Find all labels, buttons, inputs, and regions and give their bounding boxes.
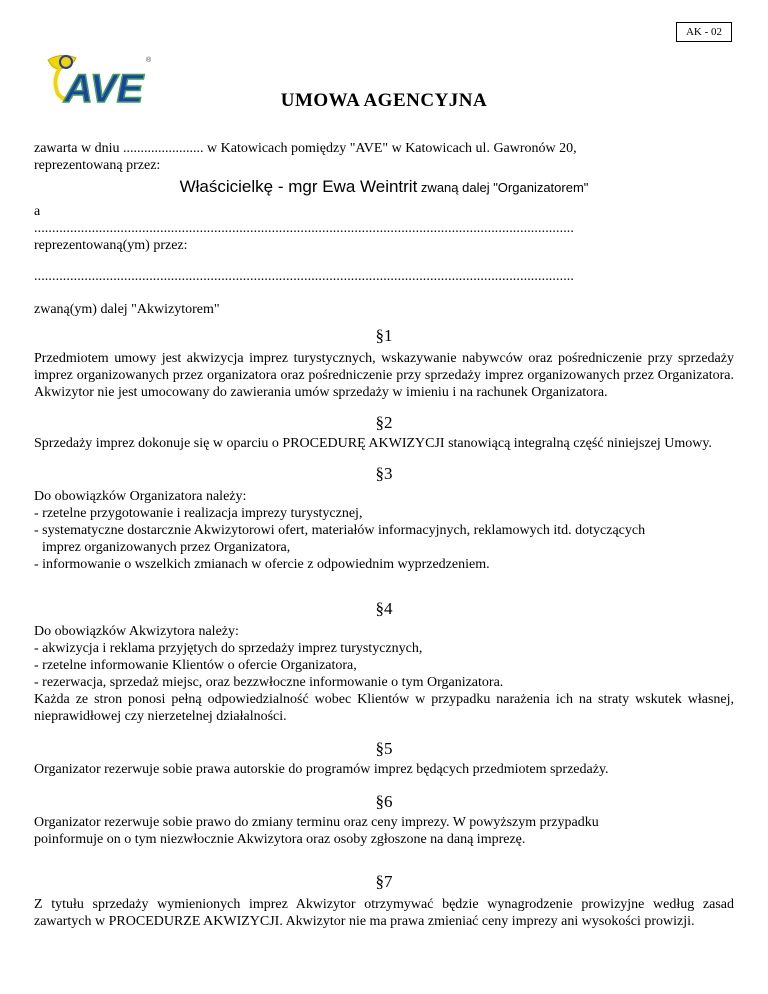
owner-role: zwaną dalej "Organizatorem": [417, 180, 589, 195]
section-3-item: - systematyczne dostarcznie Akwizytorowi ofert, materiałów informacyjnych, reklamowych itd. dotyczących: [34, 523, 646, 538]
agent-name-blank: ......................................................................................................................................................: [34, 221, 574, 236]
section-3-heading: §3: [375, 464, 393, 483]
owner-name: Właścicielkę - mgr Ewa Weintrit: [179, 177, 418, 196]
conjunction: a: [34, 204, 41, 219]
section-3-lead: Do obowiązków Organizatora należy:: [34, 489, 247, 504]
section-4-text: Każda ze stron ponosi pełną odpowiedzialność wobec Klientów w przypadku narażenia ich na straty wskutek własnej, nieprawidłowej czy nierzetelnej działalności.: [34, 692, 734, 724]
section-7-text: Z tytułu sprzedaży wymienionych imprez Akwizytor otrzymywać będzie wynagrodzenie prowizyjne według zasad zawartych w PROCEDURZE AKWIZYCJI. Akwizytor nie ma prawa zmieniać ceny imprezy ani wysokości prowizji.: [34, 897, 734, 929]
document-body: [34, 140, 734, 930]
intro-line: zawarta w dniu ....................... w Katowicach pomiędzy "AVE" w Katowicach ul. Gawronów 20,: [34, 141, 577, 156]
section-7-heading: §7: [375, 872, 393, 891]
svg-text:AVE: AVE: [64, 67, 144, 110]
section-4-item: - rzetelne informowanie Klientów o ofercie Organizatora,: [34, 658, 357, 673]
section-4-item: - akwizycja i reklama przyjętych do sprzedaży imprez turystycznych,: [34, 641, 423, 656]
section-6-heading: §6: [375, 792, 393, 811]
agent-represented: reprezentowaną(ym) przez:: [34, 238, 188, 253]
section-1-heading: §1: [375, 326, 393, 345]
section-3-item: - rzetelne przygotowanie i realizacja imprezy turystycznej,: [34, 506, 363, 521]
section-6-line: Organizator rezerwuje sobie prawo do zmiany terminu oraz ceny imprezy. W powyższym przypadku: [34, 815, 599, 830]
section-2-heading: §2: [375, 413, 393, 432]
intro-represented: reprezentowaną przez:: [34, 158, 161, 173]
agent-called: zwaną(ym) dalej "Akwizytorem": [34, 302, 220, 317]
section-1-text: Przedmiotem umowy jest akwizycja imprez turystycznych, wskazywanie nabywców oraz pośredniczenie przy sprzedaży imprez organizowanych przez organizatora oraz pośredniczenie przy sprzedaży imprez organizowanych przez Organizatora. Akwizytor nie jest umocowany do zawierania umów sprzedaży w imieniu i na rachunek Organizatora.: [34, 351, 734, 400]
document-code: AK - 02: [676, 22, 732, 42]
owner-line: [34, 176, 734, 199]
document-title: UMOWA AGENCYJNA: [280, 90, 488, 111]
section-6-line: poinformuje on o tym niezwłocznie Akwizytora oraz osoby zgłoszone na daną imprezę.: [34, 832, 526, 847]
section-4-item: - rezerwacja, sprzedaż miejsc, oraz bezzwłoczne informowanie o tym Organizatora.: [34, 675, 504, 690]
section-5-text: Organizator rezerwuje sobie prawa autorskie do programów imprez będących przedmiotem sprzedaży.: [34, 762, 609, 777]
section-4-lead: Do obowiązków Akwizytora należy:: [34, 624, 239, 639]
section-5-heading: §5: [375, 739, 393, 758]
section-4-heading: §4: [375, 599, 393, 618]
agent-rep-blank: ......................................................................................................................................................: [34, 269, 574, 284]
section-2-text: Sprzedaży imprez dokonuje się w oparciu o PROCEDURĘ AKWIZYCJI stanowiącą integralną część niniejszej Umowy.: [34, 436, 712, 451]
section-3-item-cont: imprez organizowanych przez Organizatora,: [42, 540, 291, 555]
section-3-item: - informowanie o wszelkich zmianach w ofercie z odpowiednim wyprzedzeniem.: [34, 557, 490, 572]
svg-text:®: ®: [146, 57, 152, 64]
